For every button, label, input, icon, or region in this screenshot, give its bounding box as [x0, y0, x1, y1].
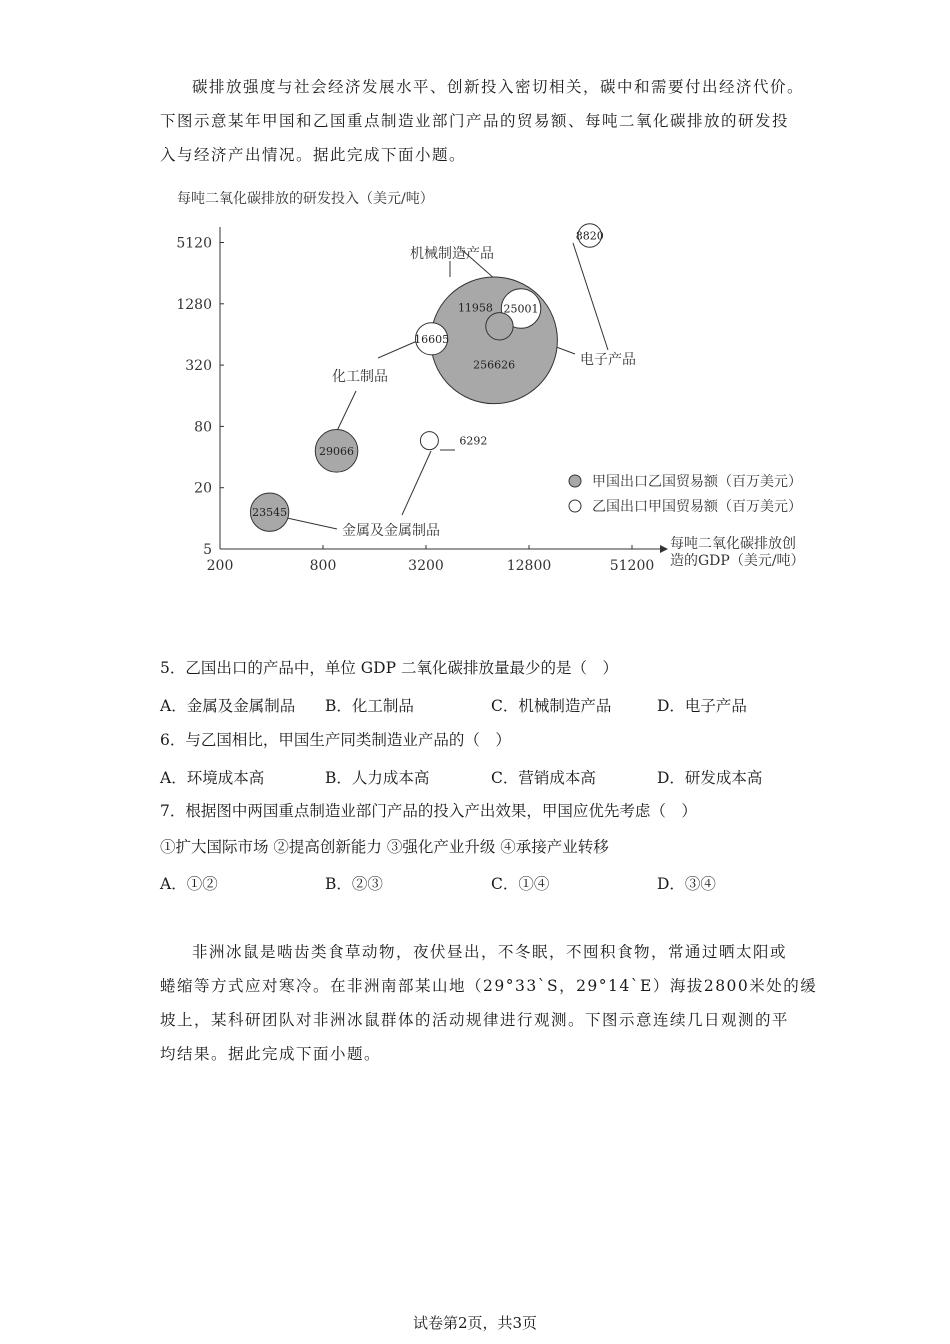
passage-1-line: 碳排放强度与社会经济发展水平、创新投入密切相关，碳中和需要付出经济代价。: [192, 78, 805, 96]
y-tick-label: 20: [194, 480, 212, 497]
bubble-yi: [420, 432, 438, 450]
question-5-options: [160, 694, 820, 714]
annotation-metal: 金属及金属制品: [342, 523, 440, 539]
question-7-choices: ①扩大国际市场 ②提高创新能力 ③强化产业升级 ④承接产业转移: [160, 838, 609, 856]
option-5a[interactable]: A．金属及金属制品: [160, 697, 296, 715]
y-tick-label: 80: [194, 419, 212, 436]
y-axis-label: 每吨二氧化碳排放的研发投入（美元/吨）: [177, 191, 434, 207]
option-5b[interactable]: B．化工制品: [325, 697, 414, 715]
passage-2: [160, 935, 818, 1071]
passage-1-line: 入与经济产出情况。据此完成下面小题。: [160, 146, 467, 164]
passage-2-line: 坡上，某科研团队对非洲冰鼠群体的活动规律进行观测。下图示意连续几日观测的平: [160, 1011, 790, 1029]
option-7d[interactable]: D．③④: [657, 875, 716, 893]
bubble-value-label: 256626: [473, 358, 516, 372]
legend-marker-jia: [569, 475, 581, 487]
page-footer: 试卷第2页，共3页: [412, 1314, 538, 1332]
passage-2-line: 均结果。据此完成下面小题。: [160, 1045, 382, 1063]
y-tick-label: 5120: [176, 235, 212, 252]
question-5-stem: 5．乙国出口的产品中，单位 GDP 二氧化碳排放量最少的是（ ）: [160, 659, 618, 677]
x-tick-label: 51200: [609, 558, 655, 574]
option-6c[interactable]: C．营销成本高: [491, 769, 596, 787]
option-6b[interactable]: B．人力成本高: [325, 769, 430, 787]
option-7b[interactable]: B．②③: [325, 875, 383, 893]
bubble-value-label: 11958: [457, 301, 493, 315]
annotation-electronics: 电子产品: [580, 352, 636, 368]
bubble-chart: [160, 182, 840, 582]
bubble-jia: [486, 313, 513, 340]
x-tick-label: 200: [206, 558, 234, 574]
bubble-jia: [431, 277, 558, 404]
bubble-value-label: 6292: [459, 434, 488, 448]
legend-label-yi: 乙国出口甲国贸易额（百万美元）: [592, 499, 802, 515]
y-tick-label: 1280: [176, 296, 212, 313]
leader-metal-white: [402, 451, 431, 515]
option-5d[interactable]: D．电子产品: [657, 697, 747, 715]
leader-chemical-2: [335, 391, 356, 435]
y-tick-label: 320: [185, 358, 212, 375]
question-7-stem: 7．根据图中两国重点制造业部门产品的投入产出效果，甲国应优先考虑（ ）: [160, 802, 697, 820]
question-6-stem: 6．与乙国相比，甲国生产同类制造业产品的（ ）: [160, 731, 511, 749]
x-tick-label: 3200: [408, 558, 444, 574]
bubble-value-label: 23545: [252, 506, 288, 520]
x-axis-arrow: [660, 545, 668, 553]
bubble-value-label: 25001: [503, 302, 539, 316]
annotation-machinery: 机械制造产品: [410, 246, 494, 262]
passage-2-line: 蜷缩等方式应对寒冷。在非洲南部某山地（29°33`S，29°14`E）海拔2800米处的缓: [160, 977, 818, 995]
passage-1-line: 下图示意某年甲国和乙国重点制造业部门产品的贸易额、每吨二氧化碳排放的研发投: [160, 112, 790, 130]
x-axis-label-line2: 造的GDP（美元/吨）: [670, 553, 805, 569]
passage-1: [160, 70, 805, 172]
annotation-chemical: 化工制品: [332, 369, 388, 385]
y-tick-label: 5: [203, 542, 212, 558]
option-5c[interactable]: C．机械制造产品: [491, 697, 612, 715]
passage-2-line: 非洲冰鼠是啮齿类食草动物，夜伏昼出，不冬眠，不囤积食物，常通过晒太阳或: [192, 943, 788, 961]
bubble-value-label: 29066: [319, 444, 355, 458]
x-axis-label-line1: 每吨二氧化碳排放创: [670, 536, 796, 552]
legend-marker-yi: [569, 500, 581, 512]
x-tick-label: 12800: [506, 558, 552, 574]
option-6a[interactable]: A．环境成本高: [160, 769, 265, 787]
option-6d[interactable]: D．研发成本高: [657, 769, 763, 787]
option-7a[interactable]: A．①②: [160, 875, 218, 893]
x-tick-label: 800: [309, 558, 337, 574]
legend-label-jia: 甲国出口乙国贸易额（百万美元）: [592, 474, 802, 490]
question-7-options: [160, 872, 820, 892]
bubble-value-label: 8820: [575, 229, 604, 243]
leader-electronics-outer: [573, 243, 608, 350]
bubble-chart-svg: [160, 182, 840, 582]
question-6-options: [160, 766, 820, 786]
bubble-value-label: 16605: [414, 332, 450, 346]
option-7c[interactable]: C．①④: [491, 875, 550, 893]
